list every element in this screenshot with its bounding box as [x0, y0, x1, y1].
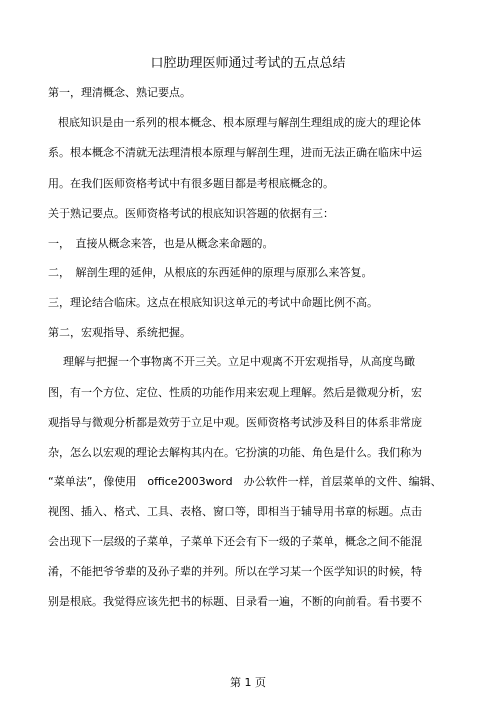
text-line: 会出现下一层级的子菜单，子菜单下还会有下一级的子菜单，概念之间不能混 — [48, 535, 422, 548]
text-line: 理解与把握一个事物离不开三关。立足中观离不开宏观指导，从高度鸟瞰 — [63, 355, 415, 368]
text-line: “菜单法”，像使用 office2003word 办公软件一样，首层菜单的文件、编辑、 — [48, 475, 442, 488]
text-line: 别是根底。我觉得应该先把书的标题、目录看一遍，不断的向前看。看书要不 — [48, 595, 422, 608]
document-title: 口腔助理医师通过考试的五点总结 — [150, 56, 346, 71]
text-line: 关于熟记要点。医师资格考试的根底知识答题的依据有三： — [48, 207, 334, 220]
text-line: 一， 直接从概念来答，也是从概念来命题的。 — [48, 237, 274, 250]
text-line: 系。根本概念不清就无法理清根本原理与解剖生理，进而无法正确在临床中运 — [48, 146, 422, 159]
text-line: 视图、插入、格式、工具、表格、窗口等，即相当于辅导用书章的标题。点击 — [48, 505, 422, 518]
text-line: 观指导与微观分析都是效劳于立足中观。医师资格考试涉及科目的体系非常庞 — [48, 416, 422, 429]
text-line: 第一，理清概念、熟记要点。 — [48, 86, 191, 99]
text-line: 三，理论结合临床。这点在根底知识这单元的考试中命题比例不高。 — [48, 296, 378, 309]
text-line: 淆，不能把爷爷辈的及孙子辈的并列。所以在学习某一个医学知识的时候，特 — [48, 565, 422, 578]
text-line: 杂，怎么以宏观的理论去解构其内在。它扮演的功能、角色是什么。我们称为 — [48, 446, 422, 459]
text-line: 二， 解剖生理的延伸，从根底的东西延伸的原理与原那么来答复。 — [48, 266, 373, 279]
text-line: 图，有一个方位、定位、性质的功能作用来宏观上理解。然后是微观分析，宏 — [48, 386, 422, 399]
text-line: 根底知识是由一系列的根本概念、根本原理与解剖生理组成的庞大的理论体 — [58, 116, 421, 129]
page-number: 第 1 页 — [230, 676, 266, 689]
text-line: 用。在我们医师资格考试中有很多题目都是考根底概念的。 — [48, 177, 334, 190]
text-line: 第二，宏观指导、系统把握。 — [48, 326, 191, 339]
